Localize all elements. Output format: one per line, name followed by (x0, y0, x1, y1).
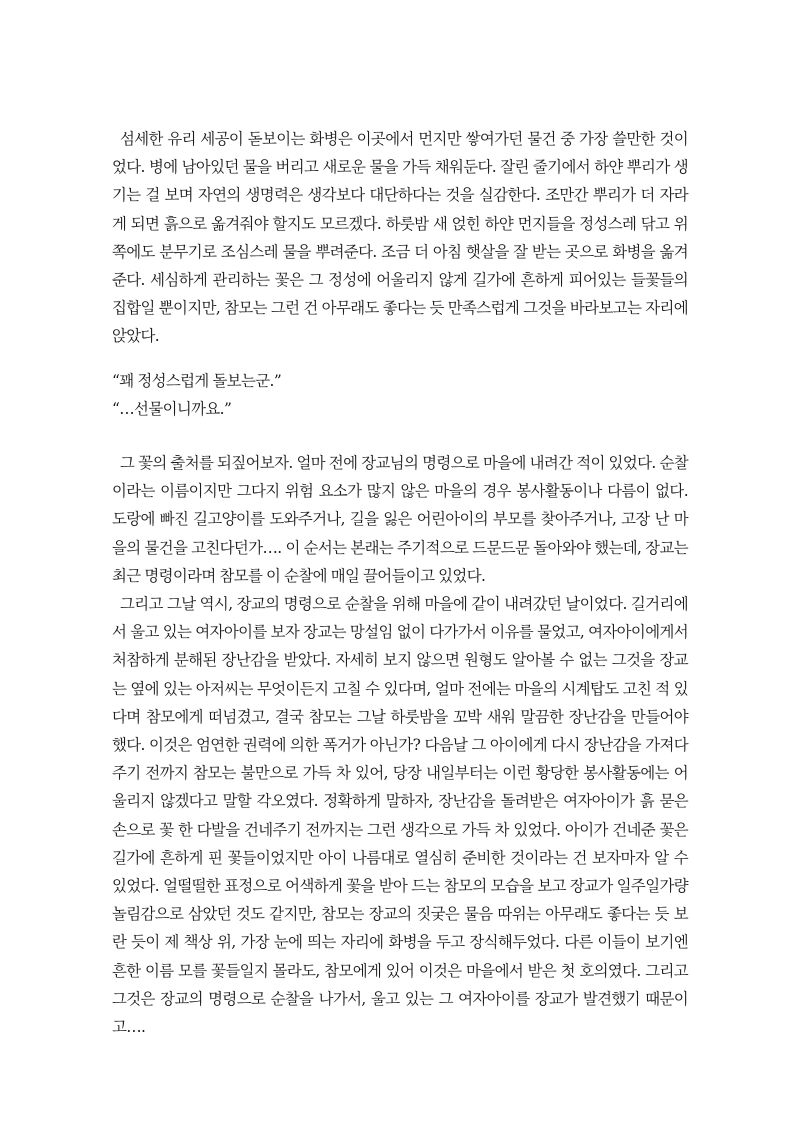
dialogue-block (112, 367, 688, 423)
dialogue-line: “꽤 정성스럽게 돌보는군.” (112, 372, 282, 390)
paragraph-block-flashback (112, 449, 688, 1041)
dialogue-line: “…선물이니까요.” (112, 400, 232, 419)
paragraph: 그 꽃의 출처를 되짚어보자. 얼마 전에 장교님의 명령으로 마을에 내려간 적이 있었다. 순찰이라는 이름이지만 그다지 위험 요소가 많지 않은 마을의 경우 봉사활동이나 다름이 없다. 도랑에 빠진 길고양이를 도와주거나, 길을 잃은 어린아이의 부모를 찾아주거나, 고장 난 마을의 물건을 고친다던가…. 이 순서는 본래는 주기적으로 드문드문 돌아와야 했는데, 장교는 최근 명령이라며 참모를 이 순찰에 매일 끌어들이고 있었다. (112, 454, 688, 585)
paragraph: 섬세한 유리 세공이 돋보이는 화병은 이곳에서 먼지만 쌓여가던 물건 중 가장 쓸만한 것이었다. 병에 남아있던 물을 버리고 새로운 물을 가득 채워둔다. 잘린 줄기에서 하얀 뿌리가 생기는 걸 보며 자연의 생명력은 생각보다 대단하다는 것을 실감한다. 조만간 뿌리가 더 자라게 되면 흙으로 옮겨줘야 할지도 모르겠다. 하룻밤 새 얹힌 하얀 먼지들을 정성스레 닦고 위쪽에도 분무기로 조심스레 물을 뿌려준다. 조금 더 아침 햇살을 잘 받는 곳으로 화병을 옮겨준다. 세심하게 관리하는 꽃은 그 정성에 어울리지 않게 길가에 흔하게 피어있는 들꽃들의 집합일 뿐이지만, 참모는 그런 건 아무래도 좋다는 듯 만족스럽게 그것을 바라보고는 자리에 앉았다. (112, 130, 688, 346)
paragraph-block-vase (112, 125, 688, 351)
paragraph: 그리고 그날 역시, 장교의 명령으로 순찰을 위해 마을에 같이 내려갔던 날이었다. 길거리에서 울고 있는 여자아이를 보자 장교는 망설임 없이 다가가서 이유를 물었고, 여자아이에게서 처참하게 분해된 장난감을 받았다. 자세히 보지 않으면 원형도 알아볼 수 없는 그것을 장교는 옆에 있는 아저씨는 무엇이든지 고칠 수 있다며, 얼마 전에는 마을의 시계탑도 고친 적 있다며 참모에게 떠넘겼고, 결국 참모는 그날 하룻밤을 꼬박 새워 말끔한 장난감을 만들어야 했다. 이것은 엄연한 권력에 의한 폭거가 아닌가? 다음날 그 아이에게 다시 장난감을 가져다주기 전까지 참모는 불만으로 가득 차 있어, 당장 내일부터는 이런 황당한 봉사활동에는 어울리지 않겠다고 말할 각오였다. 정확하게 말하자, 장난감을 돌려받은 여자아이가 흙 묻은 손으로 꽃 한 다발을 건네주기 전까지는 그런 생각으로 가득 차 있었다. 아이가 건네준 꽃은 길가에 흔하게 핀 꽃들이었지만 아이 나름대로 열심히 준비한 것이라는 건 보자마자 알 수 있었다. 얼떨떨한 표정으로 어색하게 꽃을 받아 드는 참모의 모습을 보고 장교가 일주일가량 놀림감으로 삼았던 것도 같지만, 참모는 장교의 짓궂은 물음 따위는 아무래도 좋다는 듯 보란 듯이 제 책상 위, 가장 눈에 띄는 자리에 화병을 두고 장식해두었다. 다른 이들이 보기엔 흔한 이름 모를 꽃들일지 몰라도, 참모에게 있어 이것은 마을에서 받은 첫 호의였다. 그리고 그것은 장교의 명령으로 순찰을 나가서, 울고 있는 그 여자아이를 장교가 발견했기 때문이고…. (112, 595, 688, 1037)
